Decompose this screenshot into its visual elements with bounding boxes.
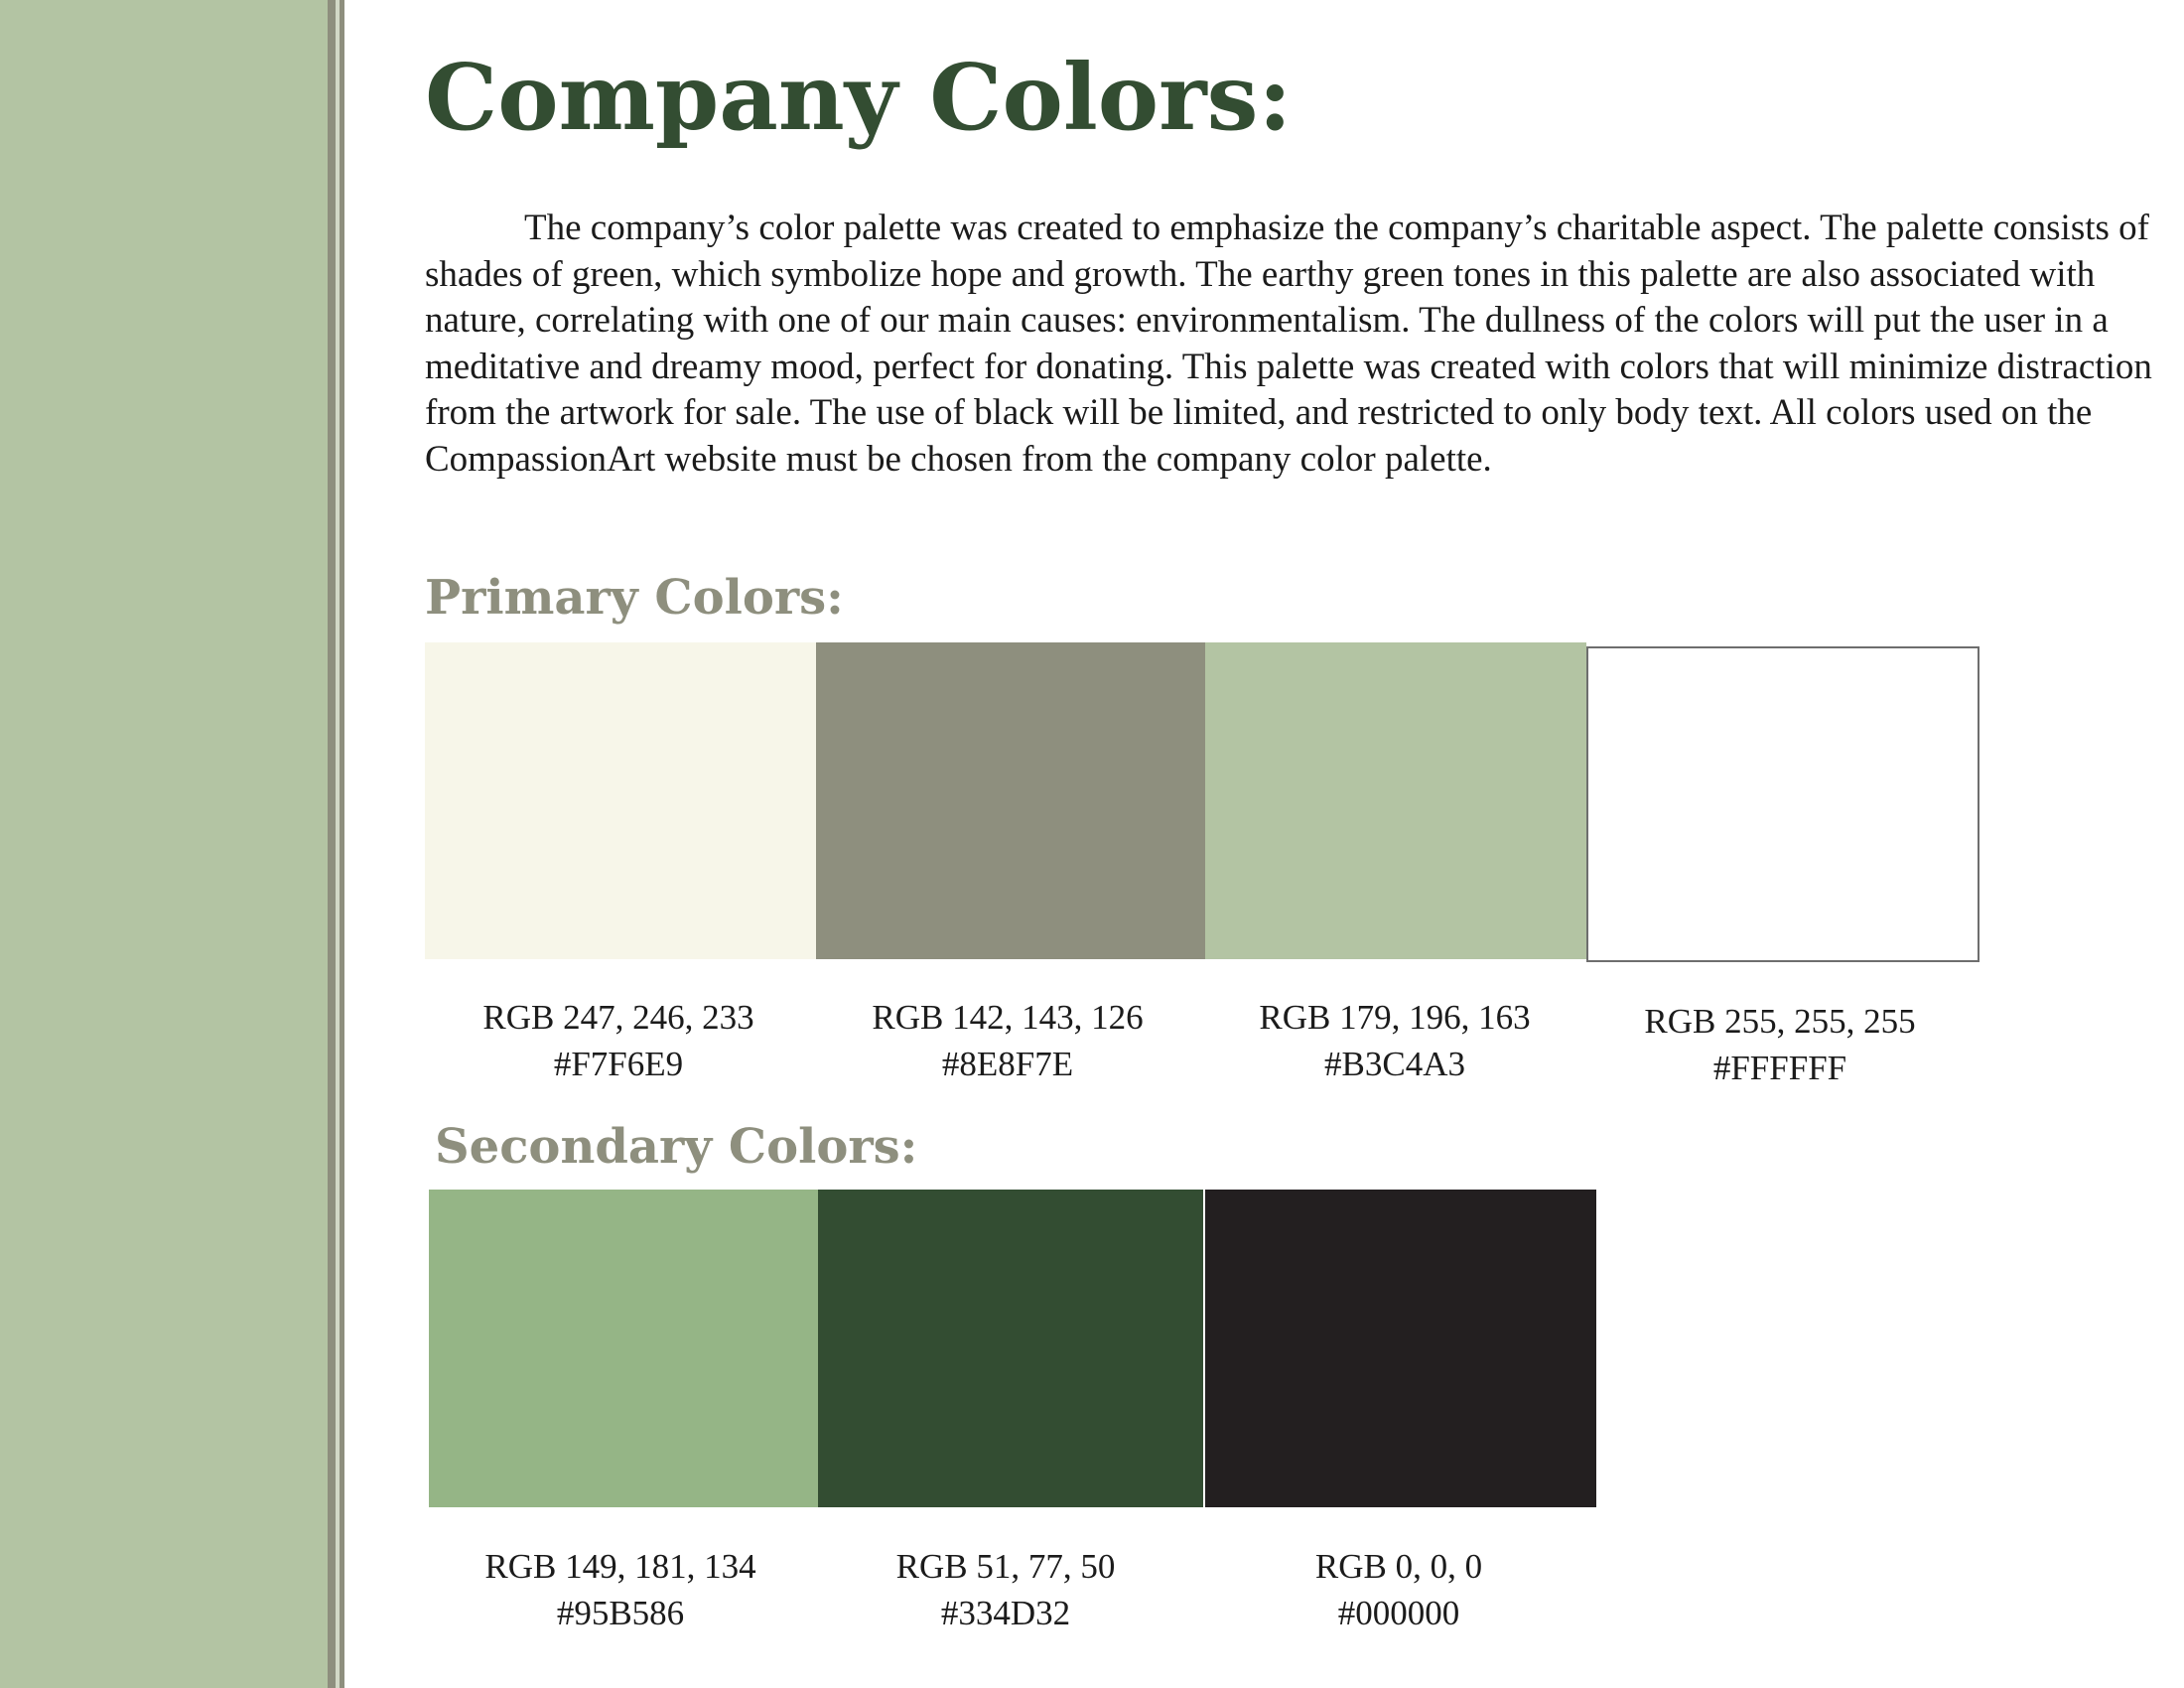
hex-value: #000000 xyxy=(1337,1594,1460,1632)
rgb-value: RGB 255, 255, 255 xyxy=(1644,1002,1916,1041)
primary-swatch-cream xyxy=(425,642,816,959)
left-sidebar-band xyxy=(0,0,328,1688)
primary-swatch-gray-green xyxy=(816,642,1205,959)
hex-value: #8E8F7E xyxy=(941,1045,1074,1083)
primary-swatch-white xyxy=(1586,646,1979,962)
hex-value: #334D32 xyxy=(940,1594,1071,1632)
rgb-value: RGB 247, 246, 233 xyxy=(482,998,754,1037)
rgb-value: RGB 179, 196, 163 xyxy=(1259,998,1531,1037)
rgb-value: RGB 149, 181, 134 xyxy=(484,1547,756,1586)
sidebar-rule-outer xyxy=(328,0,336,1688)
hex-value: #F7F6E9 xyxy=(553,1045,684,1083)
page-title: Company Colors: xyxy=(425,44,1293,151)
secondary-swatch-label-black xyxy=(1205,1543,1592,1636)
primary-swatch-label-white xyxy=(1586,998,1974,1091)
primary-swatch-label-gray-green xyxy=(814,994,1201,1087)
primary-swatch-label-sage xyxy=(1201,994,1588,1087)
secondary-swatch-label-medium-green xyxy=(427,1543,814,1636)
secondary-colors-heading: Secondary Colors: xyxy=(435,1119,918,1175)
secondary-swatch-label-dark-green xyxy=(812,1543,1199,1636)
primary-swatch-label-cream xyxy=(425,994,812,1087)
secondary-swatch-medium-green xyxy=(429,1190,818,1507)
secondary-swatch-dark-green xyxy=(818,1190,1203,1507)
hex-value: #FFFFFF xyxy=(1712,1049,1847,1087)
secondary-swatch-black xyxy=(1205,1190,1596,1507)
intro-paragraph: The company’s color palette was created to emphasize the company’s charitable aspect. The palette consists of shades of green, which symbolize hope and growth. The earthy green tones in this palette are also associated with nature, correlating with one of our main causes: environmentalism. The dullness of the colors will put the user in a meditative and dreamy mood, perfect for donating. This palette was created with colors that will minimize distraction from the artwork for sale. The use of black will be limited, and restricted to only body text. All colors used on the CompassionArt website must be chosen from the company color palette. xyxy=(425,208,2152,480)
hex-value: #B3C4A3 xyxy=(1324,1045,1465,1083)
hex-value: #95B586 xyxy=(556,1594,685,1632)
primary-swatch-sage xyxy=(1205,642,1586,959)
rgb-value: RGB 51, 77, 50 xyxy=(895,1547,1116,1586)
primary-colors-heading: Primary Colors: xyxy=(425,570,844,626)
rgb-value: RGB 142, 143, 126 xyxy=(872,998,1144,1037)
rgb-value: RGB 0, 0, 0 xyxy=(1314,1547,1483,1586)
sidebar-rule-inner xyxy=(340,0,344,1688)
